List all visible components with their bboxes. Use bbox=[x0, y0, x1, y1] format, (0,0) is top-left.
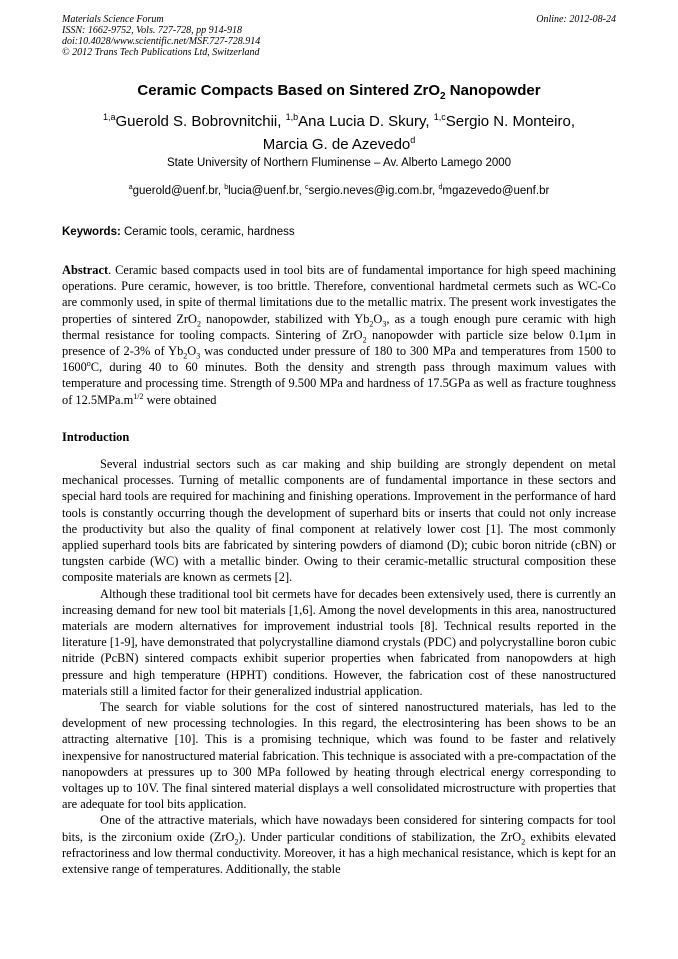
email-link[interactable]: guerold@uenf.br, bbox=[132, 184, 225, 197]
author-line-2: Marcia G. de Azevedo$^d$ bbox=[262, 135, 416, 153]
abstract bbox=[62, 262, 616, 408]
abstract-label: Abstract bbox=[62, 263, 109, 277]
abstract-text: . Ceramic based compacts used in tool bits are of fundamental importance for high speed machining operations. Pure ceramic, however, is too brittle. Therefore, conventional hardmetal cermets such as WC-Co are commonly used, in spite of thermal limitations due to the metallic matrix. The present work investigates the properties of sintered ZrO$_2$ nanopowder, stabilized with $Yb_2O_3$, as a tough enough pure ceramic with high thermal resistance for tooling compacts. Sintering of ZrO$_2$ nanopowder with particle size below 0.1μm in presence of 2-3% of $Yb_2O_3$ was conducted under pressure of 180 to 300 MPa and temperatures from 1500 to 1600$^o$C, during 40 to 60 minutes. Both the density and strength pass through maximum values with temperature and processing time. Strength of 9.500 MPa and hardness of 17.5GPa as well as fracture toughness of $12.5MPa.m^{1/2}$ were obtained bbox=[62, 263, 616, 407]
intro-paragraph: Several industrial sectors such as car making and ship building are strongly dependent on metal mechanical processes. Turning of metallic components are of fundamental importance in these sectors and special hard tools are required for machining and finishing operations. Improvement in the performance of hard tools is constantly occurring though the development of superhard bits or inserts that could not only increase the productivity but also the quality of final component at relatively lower cost [1]. The most commonly applied superhard tools bits are fabricated by sintering powders of diamond (D); cubic boron nitride (cBN) or tungsten carbide (WC) with a metallic binder. Owing to their ceramic-metallic structural composition these composite materials are known as cermets [2]. bbox=[62, 457, 616, 585]
journal-header bbox=[62, 14, 616, 58]
issn: ISSN: 1662-9752, Vols. 727-728, pp 914-918 bbox=[62, 25, 242, 36]
author-emails: $^a$guerold@uenf.br, $^b$lucia@uenf.br, $^c$sergio.neves@ig.com.br, $^d$mgazevedo@uenf.br bbox=[128, 184, 550, 197]
author-name: Ana Lucia D. Skury, bbox=[298, 113, 434, 130]
journal-name: Materials Science Forum bbox=[62, 14, 164, 25]
keywords bbox=[62, 226, 616, 238]
intro-paragraph: Although these traditional tool bit cermets have for decades been extensively used, there is currently an increasing demand for new tool bit materials [1,6]. Among the novel developments in this area, nanostructured materials are modern alternatives for improvement industrial tools [8]. Technical results reported in the literature [1-9], have demonstrated that polycrystalline diamond crystals (PDC) and polycrystalline boron cubic nitride (PcBN) sintered compacts exhibit superior properties when fabricated from nanopowders at high pressure and high temperature (HPHT) conditions. However, the fabrication cost of these nanostructured materials still a limited factor for their generalized industrial application. bbox=[62, 586, 616, 698]
author-name: Sergio N. Monteiro, bbox=[445, 113, 575, 130]
copyright: © 2012 Trans Tech Publications Ltd, Switzerland bbox=[62, 47, 260, 58]
keywords-label: Keywords: bbox=[62, 226, 121, 238]
author-name: Marcia G. de Azevedo bbox=[262, 136, 411, 153]
intro-paragraph: The search for viable solutions for the cost of sintered nanostructured materials, has led to the development of new processing technologies. In this regard, the electrosintering has been shows to be an attracting alternative [10]. This is a promising technique, which was found to be faster and relatively inexpensive for nanostructured material fabrication. This technique is associated with a pre-compactation of the nanopowders at pressures up to 300 MPa followed by heating through electrical energy corresponding to voltages up to 10V. The final sintered material displays a well consolidated microstructure with properties that are adequate for tool bits application. bbox=[62, 700, 616, 812]
paper-title: Ceramic Compacts Based on Sintered ZrO$_2$ Nanopowder bbox=[137, 82, 541, 102]
email-link[interactable]: mgazevedo@uenf.br bbox=[442, 184, 550, 197]
intro-paragraph: One of the attractive materials, which have nowadays been considered for sintering compacts for tool bits, is the zirconium oxide (ZrO$_2$). Under particular conditions of stabilization, the ZrO$_2$ exhibits elevated refractoriness and low thermal conductivity. Moreover, it has a high mechanical resistance, which is kept for an extensive range of temperatures. Additionally, the stable bbox=[62, 813, 616, 877]
author-line-1: $^{1,a}$Guerold S. Bobrovnitchii, $^{1,b}$Ana Lucia D. Skury, $^{1,c}$Sergio N. Monteiro, bbox=[103, 112, 575, 130]
online-date: Online: 2012-08-24 bbox=[536, 14, 616, 25]
keywords-text: Ceramic tools, ceramic, hardness bbox=[120, 226, 295, 238]
email-link[interactable]: lucia@uenf.br, bbox=[228, 184, 306, 197]
email-link[interactable]: sergio.neves@ig.com.br, bbox=[308, 184, 439, 197]
affiliation: State University of Northern Fluminense – Av. Alberto Lamego 2000 bbox=[166, 157, 512, 169]
section-heading-introduction: Introduction bbox=[62, 430, 130, 444]
doi: doi:10.4028/www.scientific.net/MSF.727-728.914 bbox=[62, 36, 261, 47]
author-list bbox=[62, 108, 616, 154]
author-name: Guerold S. Bobrovnitchii, bbox=[115, 113, 286, 130]
introduction-body bbox=[62, 456, 616, 877]
